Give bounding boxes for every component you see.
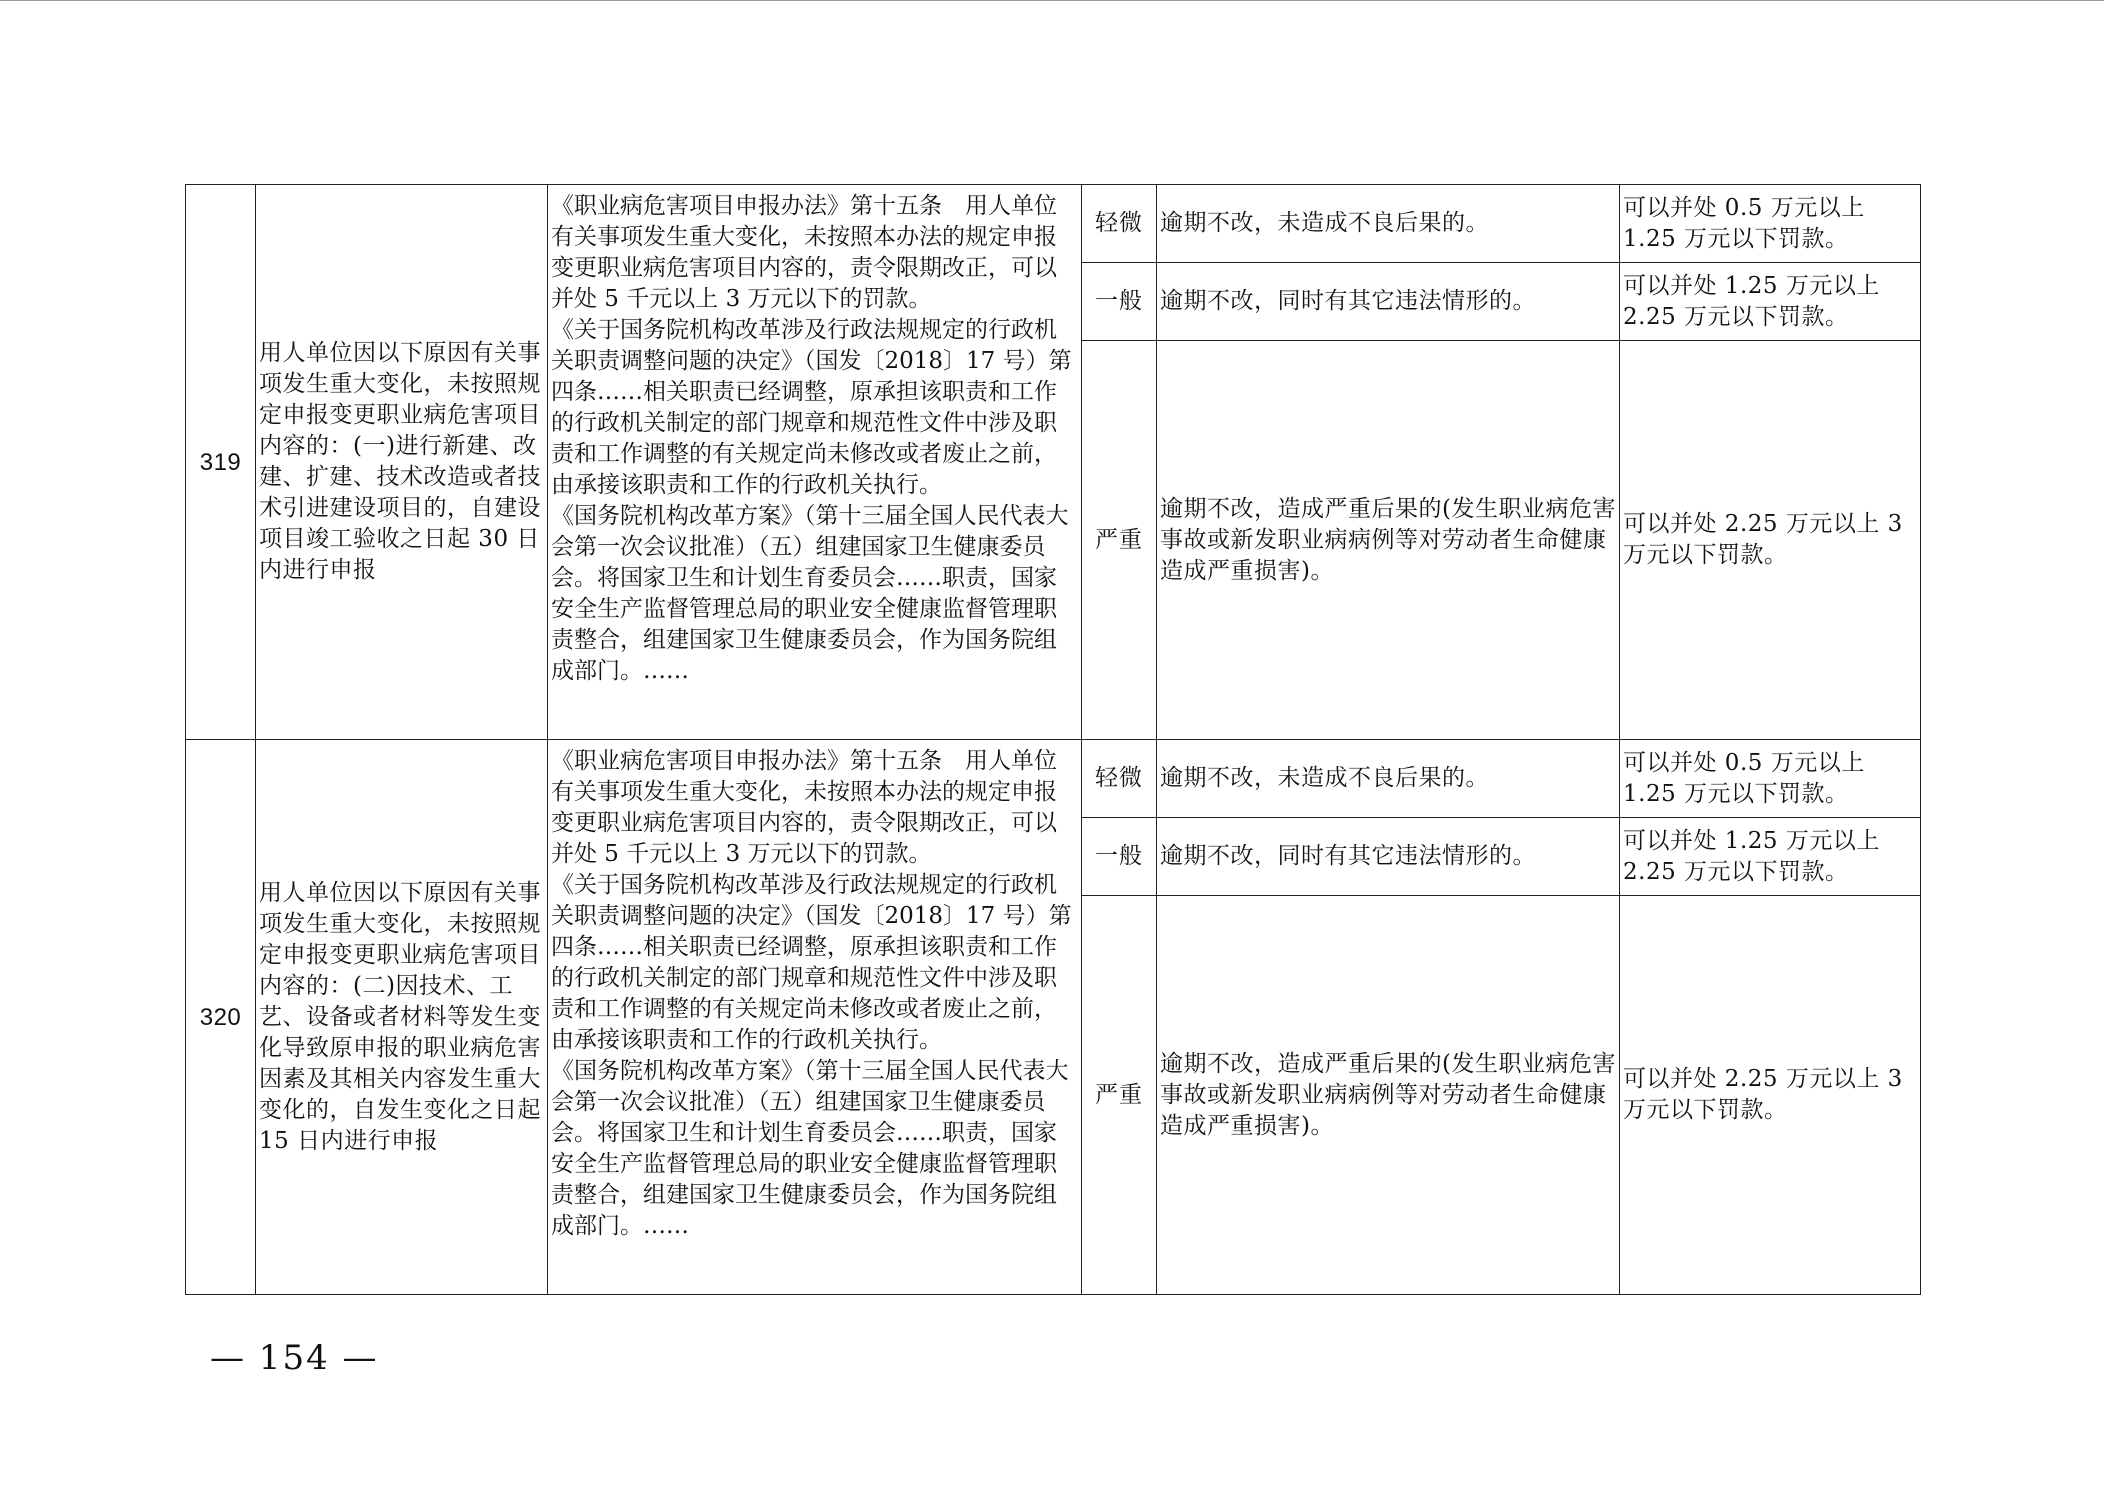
severity-level: 一般 <box>1082 263 1157 341</box>
legal-basis-paragraph: 《国务院机构改革方案》（第十三届全国人民代表大会第一次会议批准）（五）组建国家卫生健康委员会。将国家卫生和计划生育委员会……职责，国家安全生产监督管理总局的职业安全健康监督管理职责整合，组建国家卫生健康委员会，作为国务院组成部门。…… <box>551 503 1069 684</box>
violation-description: 用人单位因以下原因有关事项发生重大变化，未按照规定申报变更职业病危害项目内容的：(一)进行新建、改建、扩建、技术改造或者技术引进建设项目的，自建设项目竣工验收之日起 30 日内进行申报 <box>256 185 548 740</box>
severity-level: 严重 <box>1082 341 1157 740</box>
severity-level: 一般 <box>1082 818 1157 896</box>
legal-basis-paragraph: 《国务院机构改革方案》（第十三届全国人民代表大会第一次会议批准）（五）组建国家卫生健康委员会。将国家卫生和计划生育委员会……职责，国家安全生产监督管理总局的职业安全健康监督管理职责整合，组建国家卫生健康委员会，作为国务院组成部门。…… <box>551 1058 1069 1239</box>
legal-basis-paragraph: 《职业病危害项目申报办法》第十五条 用人单位有关事项发生重大变化，未按照本办法的规定申报变更职业病危害项目内容的，责令限期改正，可以并处 5 千元以上 3 万元以下的罚款。 <box>551 748 1057 867</box>
circumstance: 逾期不改，同时有其它违法情形的。 <box>1157 818 1620 896</box>
item-number: 320 <box>186 740 256 1295</box>
item-number: 319 <box>186 185 256 740</box>
legal-basis <box>548 740 1082 1295</box>
violation-description: 用人单位因以下原因有关事项发生重大变化，未按照规定申报变更职业病危害项目内容的：(二)因技术、工艺、设备或者材料等发生变化导致原申报的职业病危害因素及其相关内容发生重大变化的，自发生变化之日起 15 日内进行申报 <box>256 740 548 1295</box>
penalty-discretion-table <box>185 184 1921 1295</box>
table-row <box>186 185 1921 263</box>
penalty-standard: 可以并处 1.25 万元以上 2.25 万元以下罚款。 <box>1620 263 1921 341</box>
circumstance: 逾期不改，未造成不良后果的。 <box>1157 740 1620 818</box>
circumstance: 逾期不改，同时有其它违法情形的。 <box>1157 263 1620 341</box>
penalty-standard: 可以并处 1.25 万元以上 2.25 万元以下罚款。 <box>1620 818 1921 896</box>
legal-basis-paragraph: 《职业病危害项目申报办法》第十五条 用人单位有关事项发生重大变化，未按照本办法的规定申报变更职业病危害项目内容的，责令限期改正，可以并处 5 千元以上 3 万元以下的罚款。 <box>551 193 1057 312</box>
top-rule <box>0 0 2104 1</box>
penalty-standard: 可以并处 2.25 万元以上 3 万元以下罚款。 <box>1620 896 1921 1295</box>
legal-basis <box>548 185 1082 740</box>
severity-level: 严重 <box>1082 896 1157 1295</box>
circumstance: 逾期不改，未造成不良后果的。 <box>1157 185 1620 263</box>
severity-level: 轻微 <box>1082 185 1157 263</box>
severity-level: 轻微 <box>1082 740 1157 818</box>
page-number: — 154 — <box>210 1338 379 1378</box>
legal-basis-paragraph: 《关于国务院机构改革涉及行政法规规定的行政机关职责调整问题的决定》（国发〔2018〕17 号）第四条……相关职责已经调整，原承担该职责和工作的行政机关制定的部门规章和规范性文件中涉及职责和工作调整的有关规定尚未修改或者废止之前，由承接该职责和工作的行政机关执行。 <box>551 872 1072 1053</box>
table-row <box>186 740 1921 818</box>
penalty-standard: 可以并处 0.5 万元以上 1.25 万元以下罚款。 <box>1620 740 1921 818</box>
penalty-standard: 可以并处 2.25 万元以上 3 万元以下罚款。 <box>1620 341 1921 740</box>
penalty-standard: 可以并处 0.5 万元以上 1.25 万元以下罚款。 <box>1620 185 1921 263</box>
legal-basis-paragraph: 《关于国务院机构改革涉及行政法规规定的行政机关职责调整问题的决定》（国发〔2018〕17 号）第四条……相关职责已经调整，原承担该职责和工作的行政机关制定的部门规章和规范性文件中涉及职责和工作调整的有关规定尚未修改或者废止之前，由承接该职责和工作的行政机关执行。 <box>551 317 1072 498</box>
circumstance: 逾期不改，造成严重后果的(发生职业病危害事故或新发职业病病例等对劳动者生命健康造成严重损害)。 <box>1157 896 1620 1295</box>
circumstance: 逾期不改，造成严重后果的(发生职业病危害事故或新发职业病病例等对劳动者生命健康造成严重损害)。 <box>1157 341 1620 740</box>
